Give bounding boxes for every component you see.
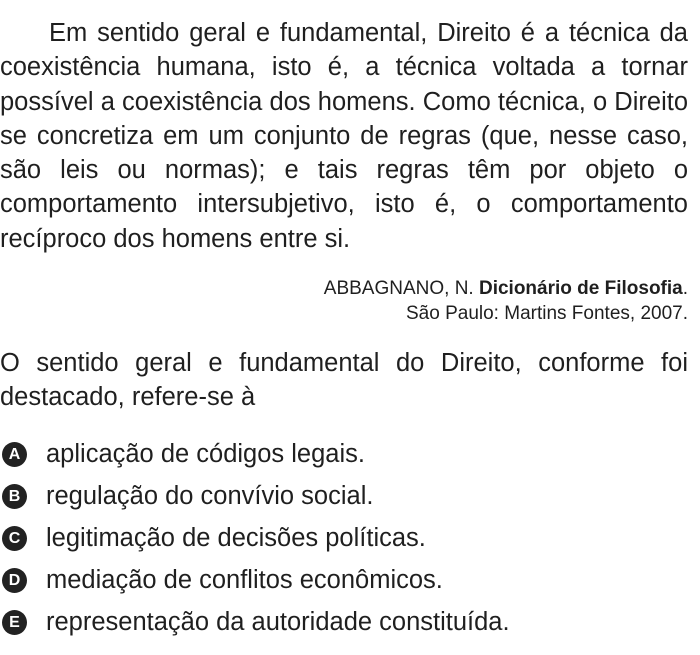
option-a[interactable]	[0, 434, 688, 476]
option-e-letter-badge: E	[2, 610, 27, 635]
answer-options	[0, 434, 688, 644]
option-c-text: legitimação de decisões políticas.	[46, 524, 426, 553]
option-b-text: regulação do convívio social.	[46, 482, 374, 511]
citation-period: .	[682, 278, 688, 300]
option-d[interactable]	[0, 560, 688, 602]
option-e-text: representação da autoridade constituída.	[46, 608, 510, 637]
citation	[0, 276, 688, 326]
passage-text: Em sentido geral e fundamental, Direito é a técnica da coexistência humana, isto é, a técnica voltada a tornar possível a coexistência dos homens. Como técnica, o Direito se concretiza em um conjunto de regras (que, nesse caso, são leis ou normas); e tais regras têm por objeto o comportamento intersubjetivo, isto é, o comportamento recíproco dos homens entre si.	[0, 19, 688, 253]
option-a-text: aplicação de códigos legais.	[46, 440, 365, 469]
citation-line-1	[0, 276, 688, 301]
question-stem: O sentido geral e fundamental do Direito, conforme foi destacado, refere-se à	[0, 349, 688, 412]
citation-publication: São Paulo: Martins Fontes, 2007.	[406, 303, 688, 325]
option-b-letter-badge: B	[2, 484, 27, 509]
option-e[interactable]	[0, 602, 688, 644]
option-d-text: mediação de conflitos econômicos.	[46, 566, 443, 595]
citation-book-title: Dicionário de Filosofia	[478, 278, 683, 300]
option-c[interactable]	[0, 518, 688, 560]
citation-author: ABBAGNANO, N.	[323, 278, 479, 300]
option-d-letter-badge: D	[2, 568, 27, 593]
option-b[interactable]	[0, 476, 688, 518]
option-c-letter-badge: C	[2, 526, 27, 551]
option-a-letter-badge: A	[2, 442, 27, 467]
